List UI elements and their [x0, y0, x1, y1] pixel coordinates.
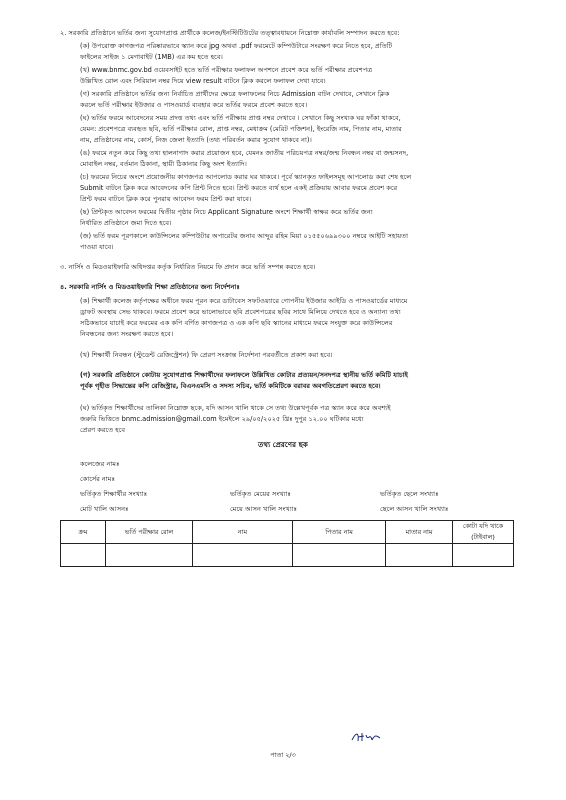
field-vacant-total: মোট খালি আসনঃ [80, 505, 129, 513]
para-2-ja-2: পাওয়া যাবে। [80, 243, 114, 251]
para-4-gha-3: প্রেরণ করতে হবে [80, 426, 126, 434]
para-2-ca-2: Submit বাটনে ক্লিক করে আবেদনের কপি প্রিন্ট নিতে হবে। প্রিন্ট করতে ব্যর্থ হলে একই প্রক্রিয়ায় আবার ফরমে প্রবেশ করে [80, 184, 398, 192]
para-2-kha-1: (খ) www.bnmc.gov.bd ওয়েবসাইট হতে ভর্তি পরীক্ষার ফলাফল অপশনে প্রবেশ করে ভর্তি পরীক্ষার প্রবেশপত্র [80, 66, 373, 74]
para-2-ka-2: ফাইলের সাইজ ১ মেগাবাইট (1MB) এর কম হতে হবে। [80, 53, 223, 61]
para-4-gha-1: (ঘ) ভর্তিকৃত শিক্ষার্থীদের তালিকা নিম্নোক্ত ছকে, যদি আসন খালি থাকে সে তথ্য উল্লেখপূর্বক পত্র স্ক্যান করে করে অবশ্যই [80, 404, 391, 412]
para-2-ka-1: (ক) উপরোক্ত কাগজপত্র পরিষ্কারভাবে স্ক্যান করে jpg অথবা .pdf ফরমেটে কম্পিউটারে সংরক্ষণ করে নিতে হবে, প্রতিটি [80, 42, 393, 50]
info-table [60, 520, 514, 567]
para-2-ca-1: (চ) ফরমের নিচের অংশে প্রয়োজনীয় কাগজপত্র আপলোড করার ঘর থাকবে। পূর্বে স্ক্যানকৃত ফাইলসমূহ আপলোড করা শেষ হলে [80, 173, 412, 181]
para-2-cha-2: নির্ধারিত প্রতিষ্ঠানে জমা দিতে হবে। [80, 219, 172, 227]
page-number: পাতা ২/৩ [270, 751, 296, 759]
col-name: নাম [193, 521, 293, 544]
para-2-gha-3: নাম, প্রতিষ্ঠানের নাম, কোর্স, নিজ জেলা ইত্যাদি (তথ্য পরিবর্তন করার সুযোগ থাকবে না)। [80, 136, 312, 144]
table-cell[interactable] [293, 544, 386, 567]
para-4-ka-4: নিবন্ধনের জন্য সংরক্ষণ করতে হবে। [80, 330, 174, 338]
para-4-ka-1: (ক) শিক্ষার্থী কলেজ কর্তৃপক্ষের অধীনে ফরম পূরন করে ডাটাবেস সফটওয়্যারে গোপনীয় ইউজার আইডি ও পাসওয়ার্ডের মাধ্যমে [80, 297, 408, 305]
para-2-ga-2: করলে ভর্তি পরীক্ষার ইউজার ও পাসওয়ার্ড ব্যবহার করে ভর্তির ফরমে প্রবেশ করতে হবে। [80, 101, 308, 109]
para-3: ৩. নার্সিং ও মিডওয়াইফারি অধিদপ্তর কর্তৃক নির্ধারিত নিয়মে ফি প্রদান করে ভর্তি সম্পন্ন করতে হবে। [60, 263, 316, 271]
para-2-uma-1: (ঙ) ফরমে নতুন করে কিছু তথ্য হালনাগাদ করার প্রয়োজন হবে, যেমনঃ জাতীয় পরিচয়পত্র নম্বর/জন্ম নিবন্ধন নম্বর বা জন্মসনদ, [80, 149, 409, 157]
table-header-row [61, 521, 514, 544]
col-mother-name: মাতার নাম [386, 521, 453, 544]
signature-mark [350, 730, 382, 744]
para-2-gha-2: যেমন: প্রবেশপত্রে ব্যবহৃত ছবি, ভর্তি পরীক্ষার রোল, প্রাপ্ত নম্বর, মেধাক্রম (মেরিট পজিশন), ইংরেজি নাম, পিতার নাম, মাতার [80, 125, 402, 133]
col-quota: কোটা যদি থাকে (টাইবাল) [453, 521, 514, 544]
field-admitted-girls: ভর্তিকৃত মেয়ের সংখ্যাঃ [230, 490, 291, 498]
para-4-ka-3: সঠিকভাবে যাচাই করে ফরমের এক কপি বর্ণিত কাগজপত্র ও এক কপি ছবি স্ক্যানের মাধ্যমে ফরমে সংযুক্ত করে কাউন্সিলের [80, 319, 393, 327]
para-2-ja-1: (জ) ভর্তি ফরম পূরণকালে কাউন্সিলের কম্পিউটার অপারেটর জনাব আব্দুর রহিম মিয়া ০১৫৫০৬৯৯৩০০ নম্বরে আইটি সহায়তা [80, 232, 408, 240]
para-4-title: ৪. সরকারি নার্সিং ও মিডওয়াইফারি শিক্ষা প্রতিষ্ঠানের জন্য নির্দেশনাঃ [60, 283, 240, 291]
para-4-gha-2: জরুরি ভিত্তিতে bnmc.admission@gmail.com ইমেইলে ২৯/০৫/২০২৫ খ্রিঃ দুপুর ১২.০০ ঘটিকার মধ্যে [80, 415, 364, 423]
para-4-kha: (খ) শিক্ষার্থী নিবন্ধন (স্টুডেন্ট রেজিস্ট্রেশন) ফি প্রেরণ সংক্রান্ত নির্দেশনা পরবর্তীতে প্রকাশ করা হবে। [80, 351, 333, 359]
table-cell[interactable] [106, 544, 193, 567]
para-4-ga-2: পূর্বক গৃহীত সিদ্ধান্তের কপি রেজিস্ট্রার, বিএনএমসি ও সদস্য সচিব, ভর্তি কমিটিকে বরাবর অবগতিপ্রেরণ করতে হবে। [80, 382, 381, 390]
table-cell[interactable] [193, 544, 293, 567]
para-4-ga-1: (গ) সরকারি প্রতিষ্ঠানে কোটায় সুযোগপ্রাপ্ত শিক্ষার্থীদের ফলাফলে উল্লিখিত কোটার প্রত্যয়ন/সনদপত্র স্থানীয় ভর্তি কমিটি যাচাই [80, 371, 408, 379]
field-vacant-boys: ছেলে আসন খালি সংখ্যাঃ [380, 505, 449, 513]
field-admitted-boys: ভর্তিকৃত ছেলে সংখ্যাঃ [380, 490, 439, 498]
col-serial: ক্রম [61, 521, 106, 544]
para-2-uma-2: মোবাইল নম্বর, বর্তমান ঠিকানা, স্থায়ী ঠিকানার কিছু অংশ ইত্যাদি। [80, 160, 247, 168]
para-2-ca-3: প্রিন্ট ফরম বাটনে ক্লিক করে পুনরায় আবেদন ফরম প্রিন্ট করা যাবে। [80, 195, 252, 203]
field-vacant-girls: মেয়ে আসন খালি সংখ্যাঃ [230, 505, 298, 513]
table-cell[interactable] [453, 544, 514, 567]
field-college: কলেজের নামঃ [80, 460, 120, 468]
para-2-kha-2: উল্লিখিত রোল এবং সিরিয়াল নম্বর দিয়ে view result বাটনে ক্লিক করলে ফলাফল দেখা যাবে। [80, 77, 326, 85]
field-admitted-total: ভর্তিকৃত শিক্ষার্থীর সংখ্যাঃ [80, 490, 148, 498]
para-2-gha-1: (ঘ) ভর্তির ফরমে আবেদনের সময় প্রদত্ত তথ্য এবং ভর্তি পরীক্ষায় প্রাপ্ত নম্বর দেখাবে । সেখানে কিছু সংখ্যক ঘর ফাঁকা থাকবে, [80, 114, 401, 122]
para-4-ka-2: ড্রাফট অবস্থায় সেভ থাকবে। ফরমে প্রবেশ করে ভালোভাবে ছবি প্রবেশপত্রের ছবির সাথে মিলিয়ে দেখতে হবে ও অন্যান্য তথ্য [80, 308, 401, 316]
table-row [61, 544, 514, 567]
para-2-ga-1: (গ) সরকারি প্রতিষ্ঠানে ভর্তির জন্য নির্বাচিত প্রার্থীদের ক্ষেত্রে ফলাফলের নিচে Admission বাটন দেখাবে, সেখানে ক্লিক [80, 90, 390, 98]
table-cell[interactable] [386, 544, 453, 567]
field-course: কোর্সের নামঃ [80, 475, 115, 483]
col-father-name: পিতার নাম [293, 521, 386, 544]
col-roll: ভর্তি পরীক্ষার রোল [106, 521, 193, 544]
para-2-cha-1: (ছ) প্রিন্টকৃত আবেদন ফরমের দ্বিতীয় পৃষ্ঠার নিচে Applicant Signature অংশে শিক্ষার্থী স্বাক্ষর করে ভর্তির জন্য [80, 208, 373, 216]
table-cell[interactable] [61, 544, 106, 567]
form-title: তথ্য প্রেরণের ছক [258, 440, 308, 449]
para-2-intro: ২. সরকারি প্রতিষ্ঠানে ভর্তির জন্য সুযোগপ্রাপ্ত প্রার্থীকে কলেজ/ইনস্টিটিউটের তত্ত্বাবধায়নে নিম্নোক্ত কার্যাবলি সম্পাদন করতে হবে: [60, 29, 400, 37]
